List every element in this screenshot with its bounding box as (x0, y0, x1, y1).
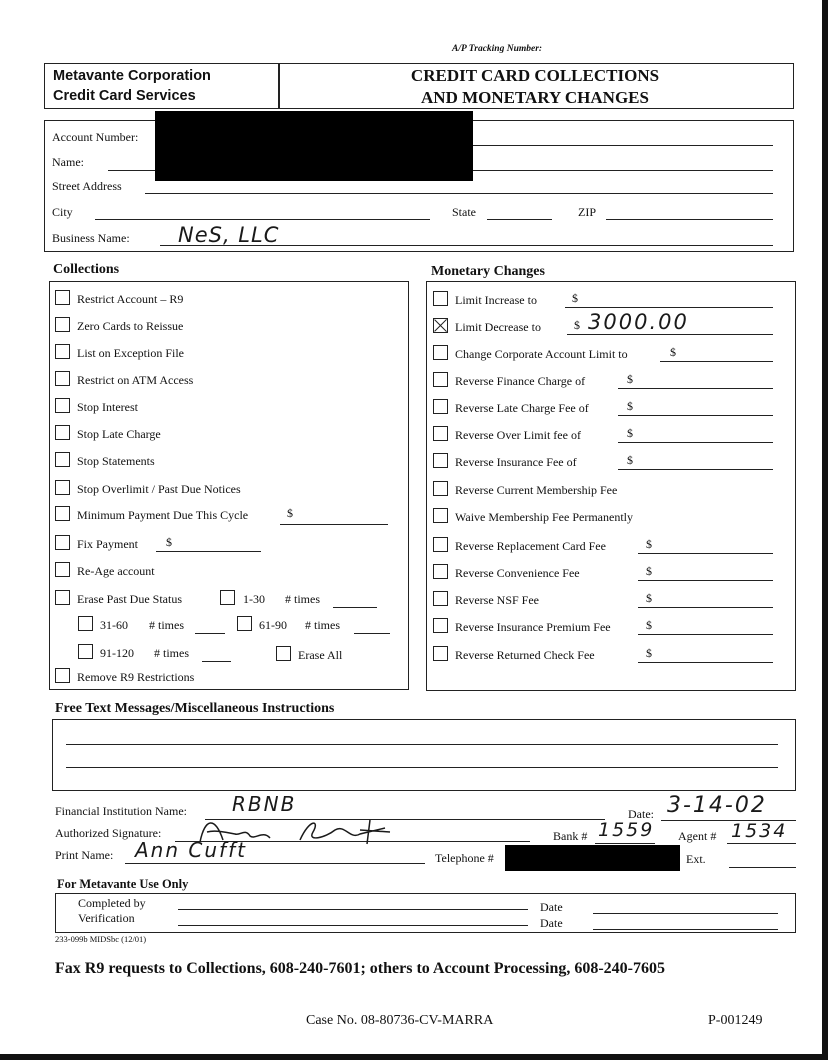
verification-date-field[interactable] (593, 929, 778, 930)
reverse-insurance-dollar: $ (627, 453, 633, 467)
free-text-title: Free Text Messages/Miscellaneous Instructions (55, 701, 335, 716)
corporate-limit-field[interactable] (660, 361, 773, 362)
label-reverse-nsf: Reverse NSF Fee (455, 593, 539, 607)
checkbox-restrict-atm[interactable] (55, 371, 70, 386)
label-reverse-replacement: Reverse Replacement Card Fee (455, 539, 606, 553)
state-field[interactable] (487, 219, 552, 220)
label-61-90: 61-90 (259, 618, 287, 632)
reverse-late-field[interactable] (618, 415, 773, 416)
label-corporate-limit: Change Corporate Account Limit to (455, 347, 628, 361)
checkbox-stop-interest[interactable] (55, 398, 70, 413)
tracking-number-label: A/P Tracking Number: (452, 44, 543, 54)
checkbox-reverse-membership[interactable] (433, 481, 448, 496)
agent-value: 1534 (731, 820, 788, 842)
checkbox-limit-decrease[interactable] (433, 318, 448, 333)
verification-field[interactable] (178, 925, 528, 926)
print-name-field[interactable] (125, 863, 425, 864)
checkbox-61-90[interactable] (237, 616, 252, 631)
label-limit-decrease: Limit Decrease to (455, 320, 541, 334)
label-waive-membership: Waive Membership Fee Permanently (455, 510, 633, 524)
label-stop-statements: Stop Statements (77, 454, 155, 468)
label-zero-cards: Zero Cards to Reissue (77, 319, 184, 333)
fix-payment-dollar: $ (166, 535, 172, 549)
checkbox-1-30[interactable] (220, 590, 235, 605)
label-exception-file: List on Exception File (77, 346, 184, 360)
checkbox-waive-membership[interactable] (433, 508, 448, 523)
page-id: P-001249 (708, 1013, 763, 1028)
bank-label: Bank # (553, 829, 588, 843)
label-reverse-returned-check: Reverse Returned Check Fee (455, 648, 595, 662)
label-times-61-90: # times (305, 618, 340, 632)
limit-increase-field[interactable] (565, 307, 773, 308)
institution-label: Financial Institution Name: (55, 804, 187, 818)
checkbox-erase-all[interactable] (276, 646, 291, 661)
business-name-label: Business Name: (52, 231, 130, 245)
case-number: Case No. 08-80736-CV-MARRA (306, 1013, 494, 1028)
form-title-line1: CREDIT CARD COLLECTIONS (410, 66, 660, 85)
free-text-line-2[interactable] (66, 767, 778, 768)
checkbox-re-age[interactable] (55, 562, 70, 577)
form-title-line2: AND MONETARY CHANGES (421, 88, 649, 107)
reverse-convenience-field[interactable] (638, 580, 773, 581)
date-label-2: Date (540, 916, 563, 930)
label-reverse-convenience: Reverse Convenience Fee (455, 566, 580, 580)
ext-field[interactable] (729, 867, 796, 868)
reverse-replacement-field[interactable] (638, 553, 773, 554)
city-field[interactable] (95, 219, 430, 220)
institution-value: RBNB (232, 792, 297, 816)
checkbox-reverse-insurance[interactable] (433, 453, 448, 468)
checkbox-stop-overlimit[interactable] (55, 480, 70, 495)
label-reverse-late: Reverse Late Charge Fee of (455, 401, 589, 415)
label-reverse-membership: Reverse Current Membership Fee (455, 483, 618, 497)
label-times-1-30: # times (285, 592, 320, 606)
state-label: State (452, 205, 476, 219)
label-limit-increase: Limit Increase to (455, 293, 537, 307)
reverse-nsf-dollar: $ (646, 591, 652, 605)
company-name: Metavante Corporation (53, 68, 211, 84)
limit-increase-dollar: $ (572, 291, 578, 305)
metavante-use-title: For Metavante Use Only (57, 877, 189, 891)
label-31-60: 31-60 (100, 618, 128, 632)
checkbox-reverse-finance[interactable] (433, 372, 448, 387)
form-code: 233-099b MIDSbc (12/01) (55, 934, 147, 944)
print-name-label: Print Name: (55, 848, 114, 862)
label-fix-payment: Fix Payment (77, 537, 139, 551)
label-erase-past-due: Erase Past Due Status (77, 592, 182, 606)
checkbox-zero-cards[interactable] (55, 317, 70, 332)
reverse-overlimit-field[interactable] (618, 442, 773, 443)
reverse-overlimit-dollar: $ (627, 426, 633, 440)
redaction-box-account (155, 111, 473, 181)
label-times-31-60: # times (149, 618, 184, 632)
completed-date-field[interactable] (593, 913, 778, 914)
zip-field[interactable] (606, 219, 773, 220)
checkbox-remove-r9[interactable] (55, 668, 70, 683)
times-91-120-field[interactable] (202, 661, 231, 662)
checkbox-stop-late-charge[interactable] (55, 425, 70, 440)
reverse-convenience-dollar: $ (646, 564, 652, 578)
label-re-age: Re-Age account (77, 564, 155, 578)
date-label-1: Date (540, 900, 563, 914)
label-reverse-insurance: Reverse Insurance Fee of (455, 455, 577, 469)
label-reverse-overlimit: Reverse Over Limit fee of (455, 428, 581, 442)
reverse-insurance-field[interactable] (618, 469, 773, 470)
label-remove-r9: Remove R9 Restrictions (77, 670, 195, 684)
authorized-signature-label: Authorized Signature: (55, 826, 162, 840)
times-31-60-field[interactable] (195, 633, 225, 634)
agent-label: Agent # (678, 829, 717, 843)
limit-decrease-value: 3000.00 (588, 310, 689, 334)
agent-field[interactable] (727, 843, 796, 844)
redaction-box-telephone (505, 845, 680, 871)
telephone-label: Telephone # (435, 851, 494, 865)
label-restrict-account: Restrict Account – R9 (77, 292, 184, 306)
reverse-returned-check-dollar: $ (646, 646, 652, 660)
checkbox-31-60[interactable] (78, 616, 93, 631)
checkbox-stop-statements[interactable] (55, 452, 70, 467)
free-text-box (52, 719, 796, 791)
street-address-label: Street Address (52, 179, 122, 193)
date-value: 3-14-02 (667, 793, 767, 818)
bank-field[interactable] (595, 843, 655, 844)
collections-title: Collections (53, 262, 120, 277)
zip-label: ZIP (578, 205, 596, 219)
checkbox-corporate-limit[interactable] (433, 345, 448, 360)
checkbox-reverse-returned-check[interactable] (433, 646, 448, 661)
checkbox-erase-past-due[interactable] (55, 590, 70, 605)
checkbox-reverse-insurance-premium[interactable] (433, 618, 448, 633)
completed-by-label: Completed by (78, 896, 146, 910)
company-division: Credit Card Services (53, 88, 196, 104)
label-91-120: 91-120 (100, 646, 134, 660)
city-label: City (52, 205, 73, 219)
checkbox-exception-file[interactable] (55, 344, 70, 359)
label-times-91-120: # times (154, 646, 189, 660)
page-right-border (822, 0, 828, 1060)
label-stop-overlimit: Stop Overlimit / Past Due Notices (77, 482, 241, 496)
label-stop-interest: Stop Interest (77, 400, 138, 414)
label-stop-late-charge: Stop Late Charge (77, 427, 161, 441)
account-number-label: Account Number: (52, 130, 139, 144)
name-label: Name: (52, 155, 84, 169)
checkbox-reverse-replacement[interactable] (433, 537, 448, 552)
completed-by-field[interactable] (178, 909, 528, 910)
reverse-insurance-premium-field[interactable] (638, 634, 773, 635)
reverse-finance-dollar: $ (627, 372, 633, 386)
label-minimum-payment: Minimum Payment Due This Cycle (77, 508, 249, 522)
free-text-line-1[interactable] (66, 744, 778, 745)
corporate-limit-dollar: $ (670, 345, 676, 359)
checkbox-91-120[interactable] (78, 644, 93, 659)
times-1-30-field[interactable] (333, 607, 377, 608)
checkbox-reverse-overlimit[interactable] (433, 426, 448, 441)
times-61-90-field[interactable] (354, 633, 390, 634)
limit-decrease-dollar: $ (574, 318, 580, 332)
checkbox-limit-increase[interactable] (433, 291, 448, 306)
reverse-replacement-dollar: $ (646, 537, 652, 551)
label-reverse-insurance-premium: Reverse Insurance Premium Fee (455, 620, 611, 634)
reverse-late-dollar: $ (627, 399, 633, 413)
label-restrict-atm: Restrict on ATM Access (77, 373, 194, 387)
label-erase-all: Erase All (298, 648, 343, 662)
street-address-field[interactable] (145, 193, 773, 194)
checkbox-restrict-account[interactable] (55, 290, 70, 305)
reverse-insurance-premium-dollar: $ (646, 618, 652, 632)
reverse-nsf-field[interactable] (638, 607, 773, 608)
checkbox-fix-payment[interactable] (55, 535, 70, 550)
bank-value: 1559 (598, 819, 655, 841)
print-name-value: Ann Cufft (135, 838, 247, 862)
verification-label: Verification (78, 911, 135, 925)
checkbox-reverse-late[interactable] (433, 399, 448, 414)
minimum-payment-field[interactable] (280, 524, 388, 525)
limit-decrease-field[interactable] (567, 334, 773, 335)
checkbox-minimum-payment[interactable] (55, 506, 70, 521)
fix-payment-field[interactable] (156, 551, 261, 552)
reverse-finance-field[interactable] (618, 388, 773, 389)
minimum-payment-dollar: $ (287, 506, 293, 520)
checkbox-reverse-nsf[interactable] (433, 591, 448, 606)
page-bottom-border (0, 1054, 828, 1060)
label-1-30: 1-30 (243, 592, 265, 606)
monetary-title: Monetary Changes (431, 264, 545, 279)
date-label: Date: (628, 807, 654, 821)
fax-instructions: Fax R9 requests to Collections, 608-240-7601; others to Account Processing, 608-240-7605 (55, 960, 666, 977)
business-name-value: NeS, LLC (178, 223, 280, 247)
reverse-returned-check-field[interactable] (638, 662, 773, 663)
ext-label: Ext. (686, 852, 706, 866)
checkbox-reverse-convenience[interactable] (433, 564, 448, 579)
label-reverse-finance: Reverse Finance Charge of (455, 374, 586, 388)
